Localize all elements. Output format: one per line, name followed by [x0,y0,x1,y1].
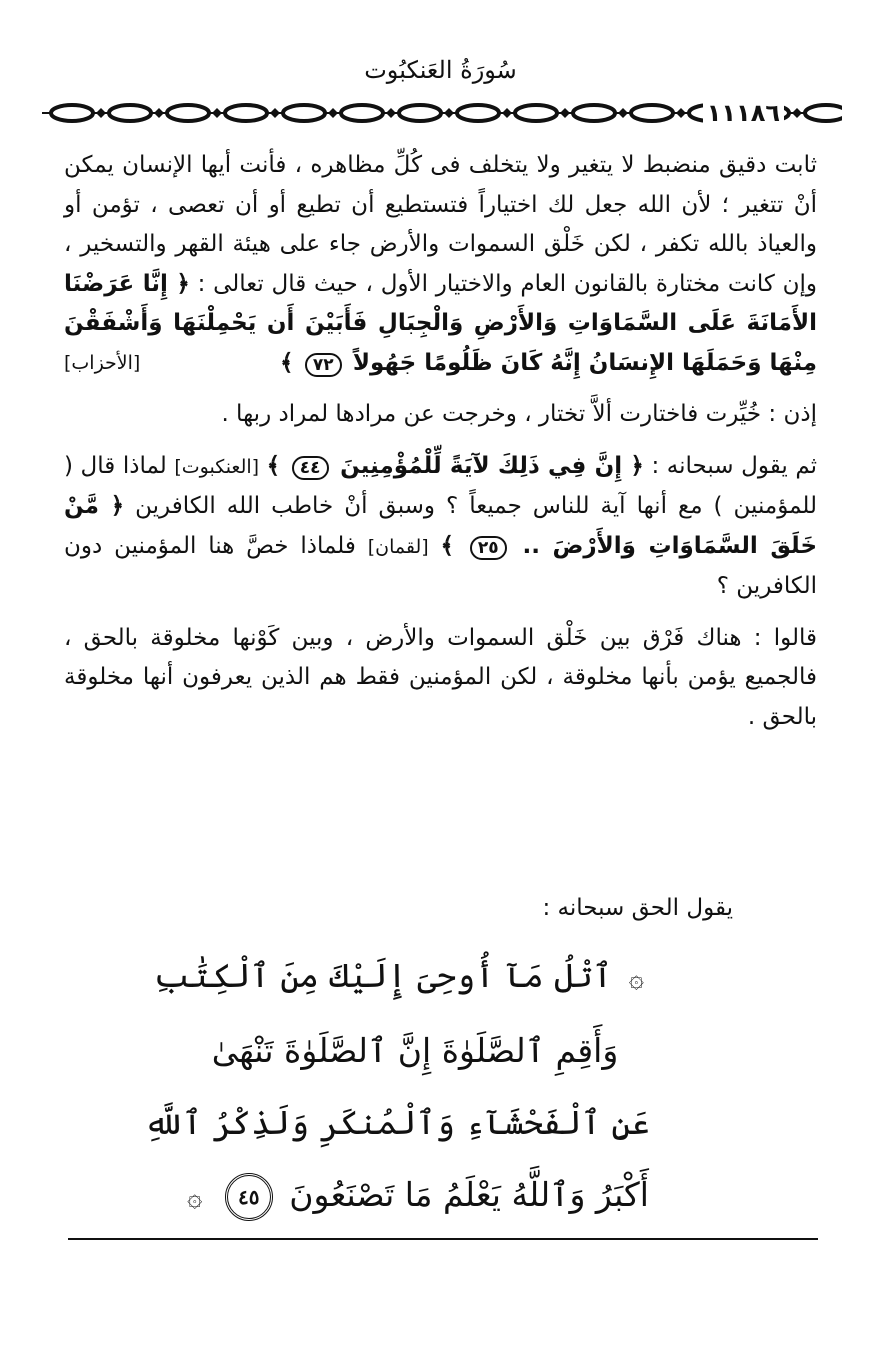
footer-rule [68,1238,818,1240]
quran-close-bracket: ﴾ [266,452,281,479]
chain-oval [167,105,209,121]
chain-diamond [212,108,222,118]
verse-intro: يقول الحق سبحانه : [542,895,733,921]
paragraph-3 [64,447,817,607]
chain-oval [457,105,499,121]
body-text [64,146,817,749]
surah-reference-ankabut: [العنكبوت] [174,455,260,478]
chain-diamond [676,108,686,118]
chain-oval [283,105,325,121]
ayah-number-25: ٢٥ [470,536,507,560]
chain-oval [51,105,93,121]
chain-diamond [270,108,280,118]
quran-quote-luqman: ﴿ مَّنْ خَلَقَ السَّمَاوَاتِ وَالأَرْضَ .. [64,493,818,559]
paragraph-4-text: قالوا : هناك فَرْق بين خَلْق السموات والأرض ، وبين كَوْنها مخلوقة بالحق ، فالجميع يؤمن بأنها مخلوقة ، لكن المؤمنين فقط هم الذين يعرفون أنها مخلوقة بالحق . [64,624,817,730]
surah-reference-luqman: [لقمان] [367,535,429,558]
chain-diamond [154,108,164,118]
chain-diamond [444,108,454,118]
paragraph-3-text-b: فلماذا خصَّ هنا المؤمنين دون الكافرين ؟ [64,532,817,599]
quran-close-bracket: ﴾ [280,349,294,376]
ayah-number-45: ٤٥ [225,1173,273,1221]
paragraph-1-text: ثابت دقيق منضبط لا يتغير ولا يتخلف فى كُلِّ مظاهره ، فأنت أيها الإنسان يمكن أنْ تتغير ؛ لأن الله جعل لك اختياراً فتستطيع أن تطيع أو أن تعصى ، تؤمن أو والعياذ بالله تكفر ، لكن خَلْق السموات والأرض جاء على هيئة القهر والتسخير ، وإن كانت مختارة بالقانون العام والاختيار الأول ، حيث قال تعالى : [64,152,818,297]
chain-diamond [560,108,570,118]
paragraph-2-text: إذن : خُيِّرت فاختارت ألاَّ تختار ، وخرجت عن مرادها لمراد ربها . [221,401,817,427]
chain-diamond [618,108,628,118]
chain-oval [225,105,267,121]
verse-line-3: عَنِ ٱلْفَحْشَآءِ وَٱلْمُنكَرِ وَلَذِكْرُ ٱللَّهِ [143,1103,650,1142]
paragraph-2 [64,395,817,435]
verse-block [143,940,650,1234]
paragraph-4 [64,619,817,738]
chain-diamond [96,108,106,118]
page-number: ١١١٨٦ [703,98,784,128]
chain-diamond [328,108,338,118]
chain-diamond [792,108,802,118]
verse-line-1 [153,940,650,1015]
paragraph-1 [64,146,817,383]
ornament-open-icon: ۞ [628,964,644,994]
chain-oval [573,105,615,121]
ayah-number-44: ٤٤ [292,456,329,480]
header-band [42,98,842,128]
chain-oval [109,105,151,121]
paragraph-3-text-a: لماذا قال ( للمؤمنين ) مع أنها آية للناس جميعاً ؟ وسبق أنْ خاطب الله الكافرين [64,452,818,519]
chain-oval [631,105,673,121]
surah-reference-ahzab: [الأحزاب] [64,351,141,374]
chain-diamond [386,108,396,118]
verse-line-2: وَأَقِمِ ٱلصَّلَوٰةَ إِنَّ ٱلصَّلَوٰةَ تَنْهَىٰ [211,1031,619,1070]
ayah-number-72: ٧٢ [305,353,342,377]
quran-quote-ahzab: ﴿ إِنَّا عَرَضْنَا الأَمَانَةَ عَلَى السَّمَاوَاتِ وَالأَرْضِ وَالْجِبَالِ فَأَبَيْنَ أَن يَحْمِلْنَهَا وَأَشْفَقْنَ مِنْهَا وَحَمَلَهَا الإِنسَانُ إِنَّهُ كَانَ ظَلُومًا جَهُولاً [64,270,817,376]
chain-oval [341,105,383,121]
quran-quote-ankabut: ﴿ إِنَّ فِي ذَلِكَ لآيَةً لِّلْمُؤْمِنِينَ [340,452,644,479]
chain-oval [805,105,842,121]
verse-line-1-text: ٱتْلُ مَآ أُوحِىَ إِلَيْكَ مِنَ ٱلْكِتَٰبِ [153,956,613,995]
surah-title: سُورَةُ العَنكبُوت [364,56,517,84]
verse-line-4-text: أَكْبَرُ وَٱللَّهُ يَعْلَمُ مَا تَصْنَعُونَ [289,1175,649,1214]
chain-oval [399,105,441,121]
verse-line-4 [180,1159,650,1234]
paragraph-3-lead: ثم يقول سبحانه : [651,452,818,479]
chain-oval [515,105,557,121]
ornament-close-icon: ۞ [187,1183,203,1213]
quran-close-bracket: ﴾ [440,532,455,559]
chain-diamond [502,108,512,118]
